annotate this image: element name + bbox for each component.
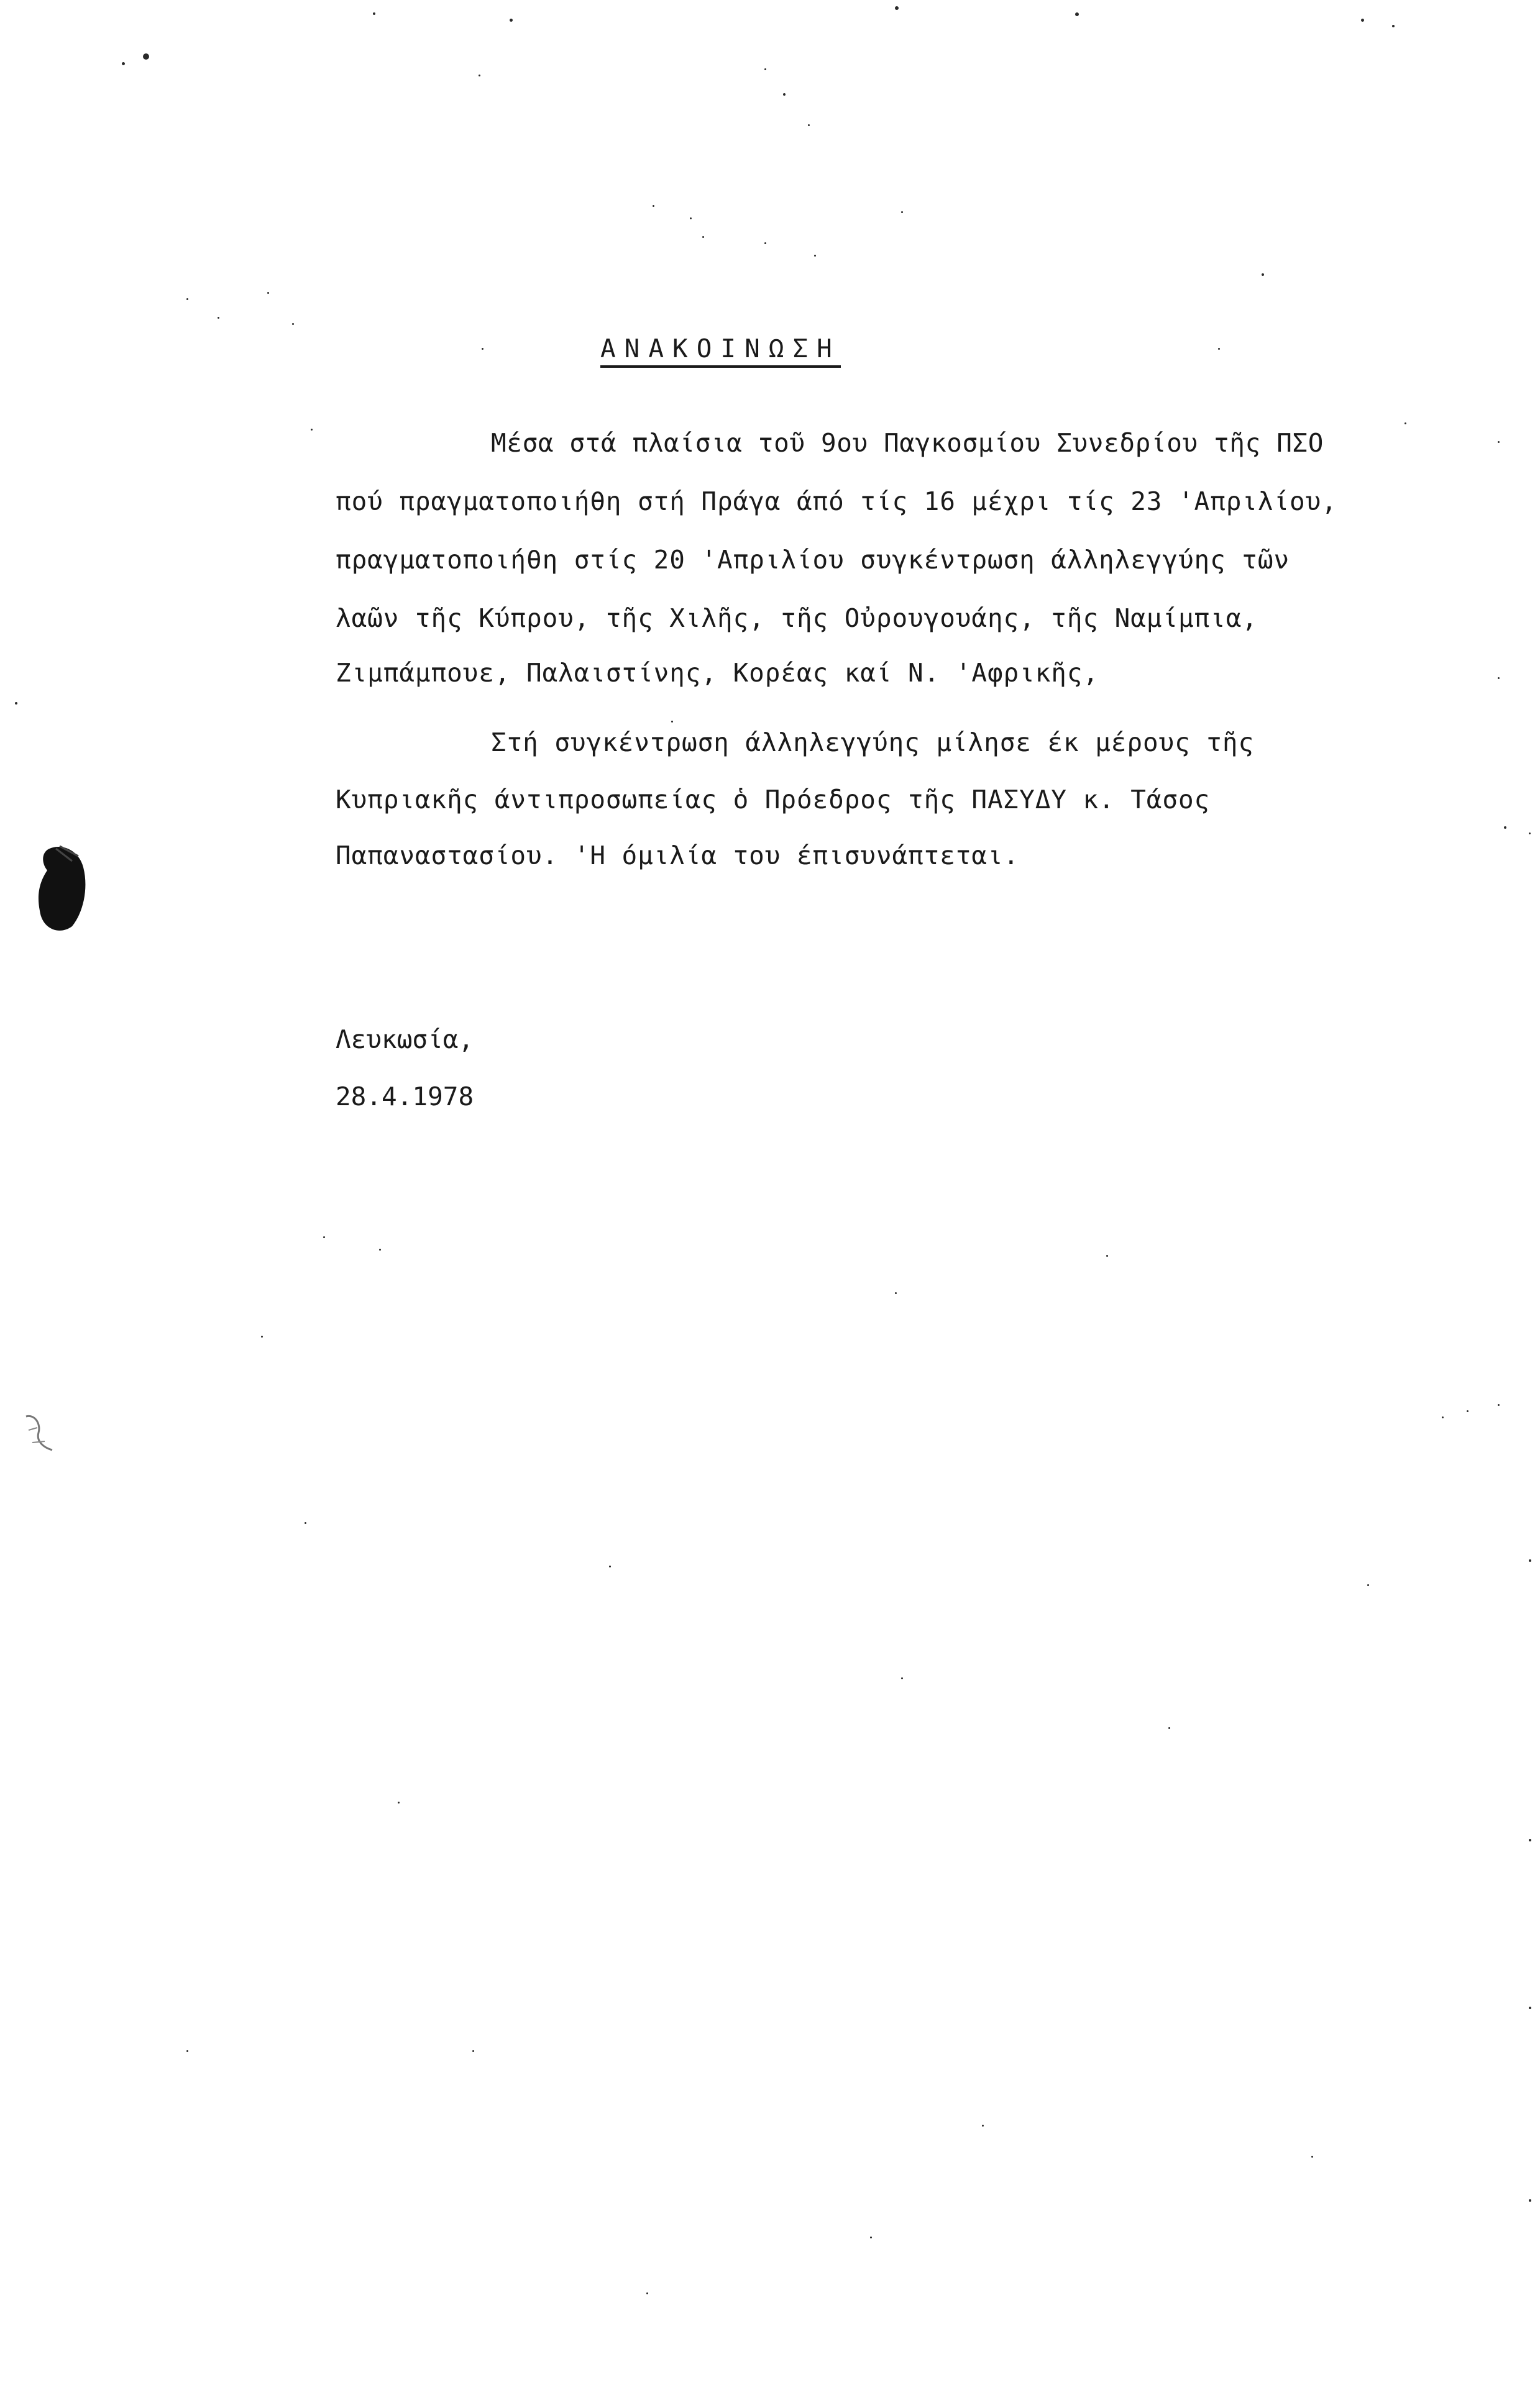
speck [764, 242, 766, 244]
speck [510, 19, 513, 22]
speck [982, 2125, 984, 2127]
paragraph-1-line-4: λαῶν τῆς Κύπρου, τῆς Χιλῆς, τῆς Οὐρουγουάης, τῆς Ναμίμπια, [336, 603, 1258, 633]
paragraph-2-line-1: Στή συγκέντρωση άλληλεγγύης μίλησε έκ μέρους τῆς [491, 727, 1255, 757]
speck [1361, 19, 1364, 22]
speck [267, 292, 269, 294]
speck [1404, 422, 1406, 424]
speck [482, 348, 483, 350]
speck [1311, 2156, 1313, 2158]
speck [472, 2050, 474, 2052]
speck [398, 1802, 400, 1804]
document-title: ΑΝΑΚΟΙΝΩΣΗ [600, 333, 841, 368]
speck [808, 124, 810, 126]
speck [1218, 348, 1220, 350]
speck [186, 2050, 188, 2052]
speck [1106, 1255, 1108, 1257]
speck [1529, 2007, 1531, 2009]
speck [1168, 1727, 1170, 1729]
speck [646, 2292, 648, 2294]
speck [292, 323, 294, 325]
speck [764, 68, 766, 70]
speck [671, 721, 673, 723]
speck [1392, 25, 1395, 27]
speck [870, 2237, 872, 2238]
speck [1442, 1416, 1444, 1418]
speck [373, 12, 375, 15]
speck [186, 298, 188, 300]
speck [1504, 826, 1506, 829]
paragraph-1-line-5: Ζιμπάμπουε, Παλαιστίνης, Κορέας καί Ν. 'Αφρικῆς, [336, 658, 1099, 688]
speck [814, 255, 816, 257]
speck [1498, 441, 1500, 443]
speck [1529, 1559, 1531, 1562]
speck [379, 1249, 381, 1251]
speck [261, 1336, 263, 1338]
scratch-mark [22, 1412, 57, 1455]
speck [1075, 12, 1079, 16]
ink-blot-mark [35, 842, 88, 936]
speck [1498, 1404, 1500, 1406]
speck [1367, 1584, 1369, 1586]
paragraph-2-line-3: Παπαναστασίου. 'Η όμιλία του έπισυνάπτεται. [336, 841, 1020, 870]
speck [122, 62, 125, 65]
speck [783, 93, 786, 96]
speck [609, 1566, 611, 1567]
speck [653, 205, 654, 207]
speck [702, 236, 704, 238]
speck [901, 211, 903, 213]
paragraph-1-line-2: πού πραγματοποιήθη στή Πράγα άπό τίς 16 μέχρι τίς 23 'Απριλίου, [336, 486, 1337, 516]
speck [143, 53, 149, 60]
speck [1262, 273, 1264, 276]
speck [323, 1236, 325, 1238]
paragraph-2-line-2: Κυπριακῆς άντιπροσωπείας ὁ Πρόεδρος τῆς ΠΑΣΥΔΥ κ. Τάσος [336, 785, 1211, 814]
speck [1467, 1410, 1469, 1412]
speck [895, 1292, 897, 1294]
speck [311, 429, 313, 431]
speck [218, 317, 219, 319]
speck [1529, 2199, 1531, 2202]
paragraph-1-line-3: πραγματοποιήθη στίς 20 'Απριλίου συγκέντρωση άλληλεγγύης τῶν [336, 545, 1290, 575]
speck [1529, 832, 1531, 834]
speck [1529, 1839, 1531, 1841]
date-line: 28.4.1978 [336, 1082, 474, 1111]
speck [479, 75, 480, 76]
place-line: Λευκωσία, [336, 1024, 474, 1054]
speck [1498, 677, 1500, 679]
paragraph-1-line-1: Μέσα στά πλαίσια τοῦ 9ου Παγκοσμίου Συνεδρίου τῆς ΠΣΟ [491, 428, 1324, 458]
speck [305, 1522, 306, 1524]
speck [15, 702, 17, 705]
speck [901, 1677, 903, 1679]
speck [690, 217, 692, 219]
speck [895, 6, 899, 10]
